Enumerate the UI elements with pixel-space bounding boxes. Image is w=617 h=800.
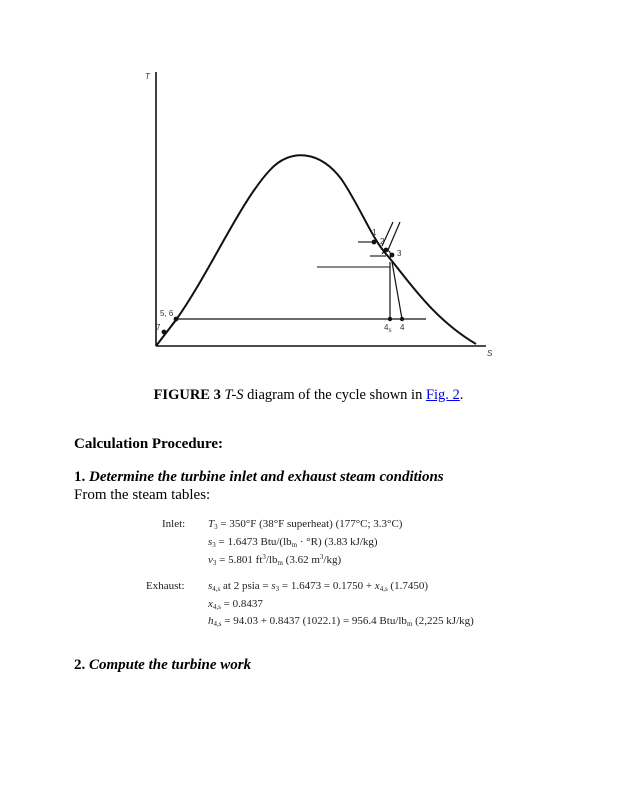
- step-1-subtitle: From the steam tables:: [74, 487, 211, 503]
- label-point-1: 1: [372, 228, 377, 237]
- step-2-heading: [74, 657, 251, 674]
- figure-caption: [0, 387, 617, 404]
- exhaust-eq-1: $s_{4,s}$ at 2 psia = $s_3 = 1.6473 = 0.1750 + x_{4,s}$ (1.7450): [208, 580, 428, 593]
- label-point-7: 7: [156, 323, 161, 332]
- caption-period: .: [459, 387, 464, 403]
- state-point-4: [400, 317, 404, 321]
- step-2-title: Compute the turbine work: [89, 657, 252, 673]
- state-point-3: [390, 253, 395, 258]
- inlet-eq-2: $s_3 = 1.6473$ Btu/$(lb_m \cdot ^\circ R)$ (3.83 kJ/kg): [208, 536, 378, 549]
- label-point-56: 5, 6: [160, 309, 174, 318]
- ts-diagram: [130, 62, 510, 362]
- caption-ts: T-S: [224, 387, 244, 403]
- t-axis-label: T: [145, 72, 150, 81]
- label-point-4s: $4_s$: [384, 323, 392, 334]
- label-point-2: 2: [380, 237, 385, 246]
- state-point-56: [174, 317, 179, 322]
- step-1-heading: [74, 469, 444, 486]
- s-axis-label: S: [487, 349, 493, 358]
- saturation-dome: [156, 155, 476, 346]
- figure-link[interactable]: Fig. 2: [425, 387, 460, 403]
- state-point-7: [162, 330, 167, 335]
- pump-line: [158, 319, 176, 344]
- procedure-heading: Calculation Procedure:: [74, 436, 224, 452]
- inlet-label: Inlet:: [162, 518, 186, 530]
- state-point-1: [372, 240, 377, 245]
- label-point-3: 3: [397, 249, 402, 258]
- state-point-4s: [388, 317, 392, 321]
- exhaust-label: Exhaust:: [146, 580, 185, 592]
- label-point-4: 4: [400, 323, 405, 332]
- step-1-number: 1.: [74, 469, 86, 485]
- inlet-eq-1: $T_3 = 350^\circ F$ (38°F superheat) (177°C; 3.3°C): [208, 518, 403, 531]
- caption-text: diagram of the cycle shown in: [243, 387, 426, 403]
- exhaust-eq-2: $x_{4,s} = 0.8437$: [208, 598, 263, 611]
- step-1-title: Determine the turbine inlet and exhaust steam conditions: [89, 469, 444, 485]
- inlet-eq-3: $v_3 = 5.801$ $ft^3/lb_m$ (3.62 $m^3/kg$): [208, 553, 342, 567]
- exhaust-eq-3: $h_{4,s} = 94.03 + 0.8437$ (1022.1) = 956.4 Btu/$lb_m$ (2,225 kJ/kg): [208, 615, 474, 628]
- state-point-2: [384, 248, 389, 253]
- superheat-line-b: [388, 222, 400, 250]
- figure-number: FIGURE 3: [153, 387, 221, 403]
- step-2-number: 2.: [74, 657, 86, 673]
